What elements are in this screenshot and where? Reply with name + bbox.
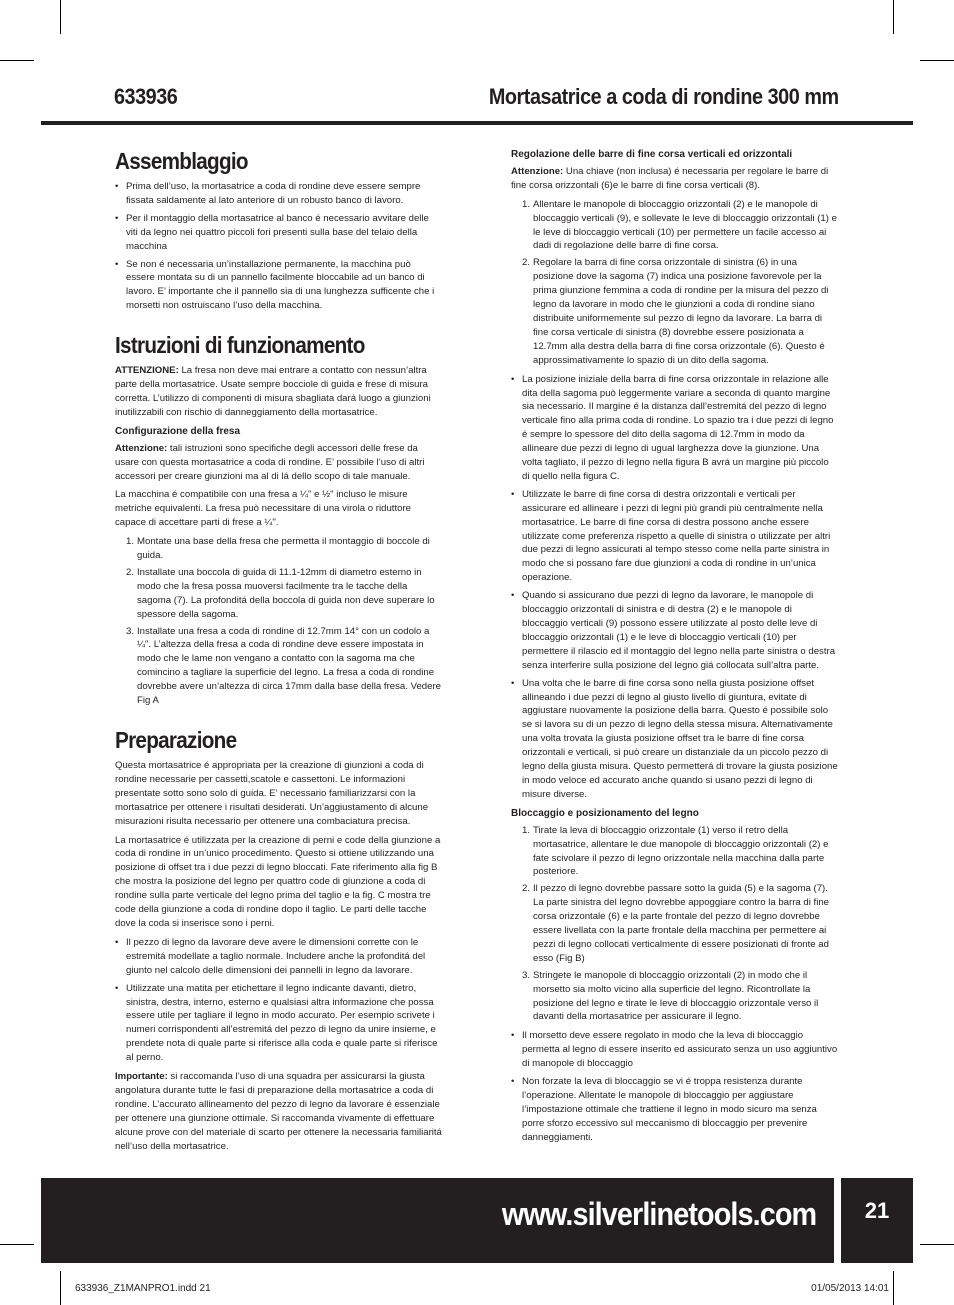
list-item: 2. Il pezzo di legno dovrebbe passare sotto la guida (5) e la sagoma (7). La parte sinistra del legno dovrebbe appoggiare contro la barra di fine corsa orizzontale (6) e la parte frontale del pezzo di legno dovrebbe essere livellata con la parte frontale della macchina per permettere ai pezzi di legno collocati verticalmente di essere posizionati di fronte ad esso (Fig B) xyxy=(522,883,830,964)
attention-label: Attenzione: xyxy=(511,165,564,177)
list-item: 3. Installate una fresa a coda di rondine di 12.7mm 14° con un codolo a ¼". L’altezza della fresa a coda di rondine deve essere impostata in modo che le lame non vengano a contatto con la sagoma ma che comincino a tagliare la superficie del legno. La fresa a coda di rondine dovrebbe avere un’altezza di circa 17mm dalla base della fresa. Vedere Fig A xyxy=(126,625,441,707)
paragraph: La mortasatrice é utilizzata per la creazione di perni e code della giunzione a coda di rondine in un’unico procedimento. Questo si ottiene utilizzando una posizione di offset tra i due pezzi di legno bloccati. Fate riferimento alla fig B che mostra la posizione del legno per quattro code di giunzione a coda di rondine sulla parte verticale del legno prima del taglio e la fig. C mostra tre code della giunzione a coda di rondine dopo il taglio. Le parti delle tacche dove la coda si inserisce sono i perni. xyxy=(115,834,441,929)
list-item: • Utilizzate una matita per etichettare il legno indicante davanti, dietro, sinistra, destra, interno, esterno e qualsiasi altra informazione che possa essere utile per tagliare il legno in modo accurato. Per esempio scrivete i numeri corrispondenti all’estremitá del pezzo di legno da unire insieme, e prendete nota di quale parte si riferisce alla coda e quale parte si riferisce al perno. xyxy=(115,982,442,1065)
attention-label: ATTENZIONE: xyxy=(115,365,179,377)
heading-istruzioni: Istruzioni di funzionamento xyxy=(115,332,365,359)
list-item: 3. Stringete le manopole di bloccaggio orizzontali (2) in modo che il morsetto sia molto vicino alla superficie del legno. Ricontrollate la posizione del legno e tirate le leve di bloccaggio orizzontale verso il davanti della mortasatrice per assicurare il legno. xyxy=(522,969,819,1023)
istruzioni-steps xyxy=(115,535,442,708)
crop-mark xyxy=(0,60,34,61)
heading-preparazione: Preparazione xyxy=(115,727,237,753)
date-slug: 01/05/2013 14:01 xyxy=(811,1283,889,1294)
regolazione-list xyxy=(511,373,838,802)
product-code: 633936 xyxy=(114,84,178,109)
crop-mark xyxy=(60,0,61,34)
list-item: 1. Tirate la leva di bloccaggio orizzontale (1) verso il retro della mortasatrice, allentare le due manopole di bloccaggio orizzontali (2) e fate scivolare il pezzo di legno orizzontale nella macchina dalla parte posteriore. xyxy=(522,824,829,878)
right-column xyxy=(511,148,838,1150)
list-item: • Utilizzate le barre di fine corsa di destra orizzontali e verticali per assicurare ed allineare i pezzi di legni più grandi più centralmente nella mortasatrice. Le barre di fine corsa di destra possono anche essere utilizzate come preferenza rispetto a quelle di sinistra o utilizzate per altri due pezzi di legno assicurati al tempo stesso come nella parte sinistra in modo che si possano fare due giunzioni a coda di rondine in un’unica operazione. xyxy=(511,488,838,585)
file-slug: 633936_Z1MANPRO1.indd 21 xyxy=(75,1283,211,1294)
list-item: • Il pezzo di legno da lavorare deve avere le dimensioni corrette con le estremitá modellate a taglio normale. Includere anche la profonditá del giunto nel calcolo delle dimensioni dei pannelli in legno da lavorare. xyxy=(115,936,442,978)
list-item: • Per il montaggio della mortasatrice al banco é necessario avvitare delle viti da legno nei quattro piccoli fori presenti sulla base del telaio della macchina xyxy=(115,212,442,254)
header-rule xyxy=(41,121,913,125)
list-item: • Una volta che le barre di fine corsa sono nella giusta posizione offset allineando i due pezzi di legno al giusto livello di giuntura, evitate di aggiustare nuovamente la posizione della barra. Questo é possibile solo se si lavora su di un pezzo di legno della stessa misura. Alternativamente una volta trovata la giusta posizione offset tra le barre di fine corsa orizzontali e verticali, si può creare un distanziale da un piccolo pezzo di legno della giusta misura. Questo permetterá di trovare la giusta posizione in modo veloce ed accurato anche quando si usano pezzi di legno di misure diverse. xyxy=(511,677,838,802)
attention-text: tali istruzioni sono specifiche degli accessori delle frese da usare con questa mortasatrice a coda di rondine. E’ possibile l’uso di altri accessori per creare giunzioni ma al di lá dello scopo di tale manuale. xyxy=(115,442,425,482)
preparazione-list xyxy=(115,936,442,1065)
assemblaggio-list xyxy=(115,180,442,313)
bloccaggio-steps xyxy=(511,824,838,1025)
list-item: 1. Montate una base della fresa che permetta il montaggio di boccole di guida. xyxy=(126,536,430,562)
list-item: 1. Allentare le manopole di bloccaggio orizzontali (2) e le manopole di bloccaggio verticali (9), e sollevate le leve di bloccaggio orizzontali (1) e le leve di bloccaggio verticali (10) per permettere un facile accesso ai dadi di regolazione delle barre di fine corsa. xyxy=(522,198,837,252)
attention-paragraph xyxy=(115,364,442,420)
heading-assemblaggio: Assemblaggio xyxy=(115,148,248,174)
crop-mark xyxy=(893,1271,894,1305)
crop-mark xyxy=(920,60,954,61)
list-item: • Non forzate la leva di bloccaggio se vi é troppa resistenza durante l’operazione. Allentate le manopole di bloccaggio per aggiustare l’impostazione ottimale che trattiene il legno in modo sicuro ma senza porre sforzo eccessivo sul meccanismo di bloccaggio per prevenire danneggiamenti. xyxy=(511,1075,838,1145)
important-paragraph xyxy=(115,1070,442,1153)
important-text: si raccomanda l’uso di una squadra per assicurarsi la giusta angolatura durante tutte le fasi di preparazione della mortasatrice a coda di rondine. L’accurato allineamento del pezzo di legno da lavorare é essenziale per ottenere una giunzione ottimale. Si raccomanda vivamente di effettuare alcune prove con del materiale di scarto per ottenere la necessaria familiaritá nell’uso della mortasatrice. xyxy=(115,1071,442,1152)
attention-paragraph xyxy=(511,165,838,193)
page-number-box xyxy=(841,1178,913,1263)
list-item: • La posizione iniziale della barra di fine corsa orizzontale in relazione alle dita della sagoma può leggermente variare a seconda di quanto margine sia necessario. Il margine é la distanza dall’estremitá del pezzo di legno verticale fino alla prima coda di rondine. Lo spazio tra i due pezzi di legno é sempre lo spessore del dito della sagoma di 12.7mm in modo da allineare due pezzi di legno di ugual larghezza dove la giunzione. Una volta tagliato, il pezzo di legno nella figura B avrá un margine più piccolo di quello nella figura C. xyxy=(511,373,838,484)
crop-mark xyxy=(0,1244,34,1245)
paragraph: Questa mortasatrice é appropriata per la creazione di giunzioni a coda di rondine necessarie per cassetti,scatole e cassettoni. Le informazioni presentate sotto sono solo di guida. E’ necessario familiarizzarsi con la mortasatrice per ottenere i risultati desiderati. Un’aggiustamento di alcune misurazioni risulta necessario per ottenere una combaciatura precisa. xyxy=(115,760,429,827)
attention-label: Attenzione: xyxy=(115,442,168,454)
subheading-bloccaggio: Bloccaggio e posizionamento del legno xyxy=(511,807,699,819)
subheading-regolazione: Regolazione delle barre di fine corsa verticali ed orizzontali xyxy=(511,149,793,160)
bloccaggio-list xyxy=(511,1029,838,1144)
footer-bar xyxy=(41,1178,834,1263)
list-item: 2. Installate una boccola di guida di 11.1-12mm di diametro esterno in modo che la fresa possa muoversi facilmente tra le tacche della sagoma (7). La profonditá della boccola di guida non deve superare lo spessore della sagoma. xyxy=(126,566,435,620)
regolazione-steps xyxy=(511,198,838,368)
list-item: • Prima dell’uso, la mortasatrice a coda di rondine deve essere sempre fissata saldamente al lato anteriore di un robusto banco di lavoro. xyxy=(115,180,442,208)
list-item: • Il morsetto deve essere regolato in modo che la leva di bloccaggio permetta al legno di essere inserito ed assicurato senza un uso aggiuntivo di manopole di bloccaggio xyxy=(511,1029,838,1071)
page-title: Mortasatrice a coda di rondine 300 mm xyxy=(489,84,839,109)
list-item: • Quando si assicurano due pezzi di legno da lavorare, le manopole di bloccaggio orizzontali di sinistra e di destra (2) e le manopole di bloccaggio verticali (9) possono essere utilizzate al posto delle leve di bloccaggio orizzontali (1) e le leve di bloccaggio verticali (10) per permettere il rilascio ed il montaggio del legno nella parte sinistra o destra senza interferire sulla posizione del legno giá collocata sull’altra parte. xyxy=(511,589,838,672)
website-link[interactable]: www.silverlinetools.com xyxy=(501,1196,816,1232)
paragraph: La macchina é compatibile con una fresa a ¼" e ½" incluso le misure metriche equivalenti. La fresa può necessitare di una virola o riduttore capace di accettare parti di frese a ¼". xyxy=(115,489,411,529)
attention-text: La fresa non deve mai entrare a contatto con nessun’altra parte della mortasatrice. Usate sempre bocciole di guida e frese di misura corretta. L’utilizzo di componenti di misura sbagliata dará luogo a giunzioni inutilizzabili con rischio di danneggiamento della mortasatrice. xyxy=(115,365,431,418)
crop-mark xyxy=(893,0,894,34)
page-number: 21 xyxy=(864,1198,890,1223)
subheading-configurazione: Configurazione della fresa xyxy=(115,425,241,437)
crop-mark xyxy=(60,1271,61,1305)
important-label: Importante: xyxy=(115,1071,168,1083)
crop-mark xyxy=(920,1244,954,1245)
list-item: 2. Regolare la barra di fine corsa orizzontale di sinistra (6) in una posizione dove la sagoma (7) indica una posizione favorevole per la prima giunzione femmina a coda di rondine per la misura del pezzo di legno da lavorare in modo che le giunzioni a coda di rondine siano distribuite uniformemente sul pezzo di legno da lavorare. La barra di fine corsa verticale di sinistra (8) dovrebbe essere posizionata a 12.7mm alla destra della barra di fine corsa orizzontale (6). Questo é approssimativamente lo spazio di un dito della sagoma. xyxy=(522,257,829,366)
attention-paragraph xyxy=(115,442,442,484)
left-column xyxy=(115,148,442,1158)
list-item: • Se non é necessaria un’installazione permanente, la macchina può essere montata su di un pannello facilmente bloccabile ad un banco di lavoro. E’ importante che il pannello sia di una lunghezza sufficente che i morsetti non ostruiscano l’uso della macchina. xyxy=(115,258,442,314)
attention-text: Una chiave (non inclusa) é necessaria per regolare le barre di fine corsa orizzontali (6)e le barre di fine corsa verticali (8). xyxy=(511,165,829,191)
